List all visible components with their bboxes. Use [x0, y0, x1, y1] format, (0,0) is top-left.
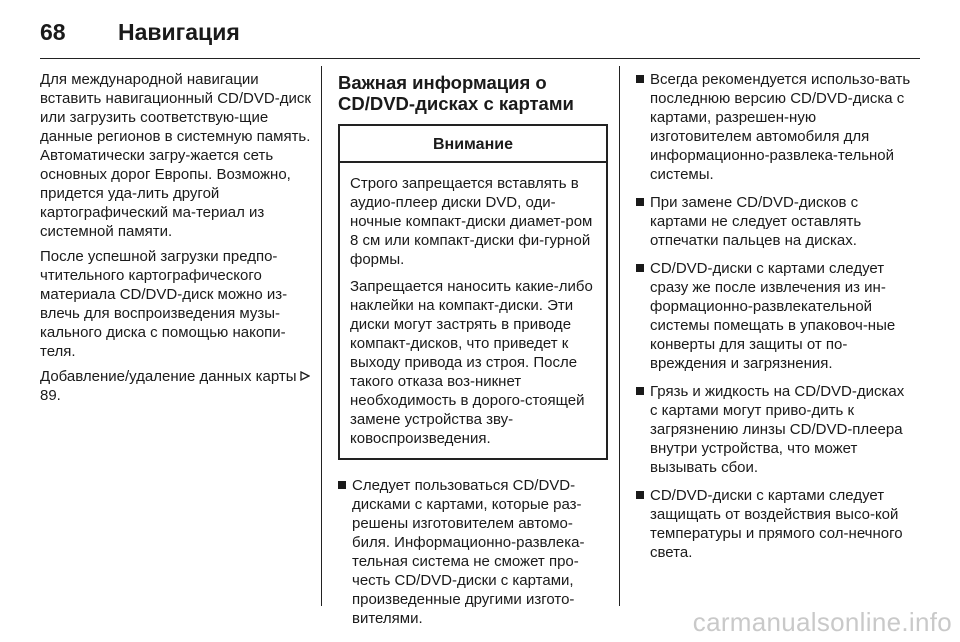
- list-item-text: Грязь и жидкость на CD/DVD-дисках с картами могут приво-дить к загрязнению линзы CD/DVD-плеера внутри устройства, что может вызывать сбои.: [650, 383, 905, 476]
- crossref-page-link[interactable]: 89.: [40, 387, 61, 404]
- column-divider-left: [321, 66, 322, 606]
- extraction-paragraph: После успешной загрузки предпо-чтительного картографического материала CD/DVD-диск можно из-влечь для воспроизведения музы-кального диска с помощью накопи-теля.: [40, 248, 288, 360]
- column-3: [636, 70, 912, 571]
- list-item: [636, 259, 912, 373]
- square-bullet-icon: [636, 264, 644, 272]
- square-bullet-icon: [636, 198, 644, 206]
- page-reference-arrow-icon: [300, 371, 310, 381]
- notice-box: [338, 124, 608, 460]
- page-header: [40, 12, 240, 52]
- bullet-list: [338, 476, 608, 628]
- list-item-text: При замене CD/DVD-дисков с картами не следует оставлять отпечатки пальцев на дисках.: [650, 194, 862, 249]
- intro-paragraph: Для международной навигации вставить навигационный CD/DVD-диск или загрузить соответствую-щие данные регионов в системную память. Автоматически загру-жается сеть основных дорог Европы. Возможно, придется уда-лить другой картографический ма-териал из системной памяти.: [40, 71, 311, 240]
- column-divider-right: [619, 66, 620, 606]
- list-item-text: CD/DVD-диски с картами следует защищать от воздействия высо-кой температуры и прямого сол-нечного света.: [650, 487, 903, 561]
- list-item: [636, 193, 912, 250]
- notice-title: Внимание: [340, 126, 606, 163]
- list-item-text: CD/DVD-диски с картами следует сразу же после извлечения из ин-формационно-развлекательной системы помещать в упаковоч-ные конверты для защиты от по-вреждения и загрязнения.: [650, 260, 896, 372]
- bullet-list: [636, 70, 912, 562]
- square-bullet-icon: [338, 481, 346, 489]
- list-item-text: Следует пользоваться CD/DVD-дисками с картами, которые раз-решены изготовителем автомо-биля. Информационно-развлека-тельная система не сможет про-честь CD/DVD-диски с картами, произведенные другими изгото-вителями.: [352, 477, 585, 627]
- chapter-title: Навигация: [118, 18, 240, 45]
- watermark: carmanualsonline.info: [692, 607, 952, 637]
- notice-paragraph: Строго запрещается вставлять в аудио-плеер диски DVD, оди-ночные компакт-диски диамет-ром 8 см или компакт-диски фи-гурной формы.: [350, 175, 593, 268]
- list-item: [338, 476, 608, 628]
- square-bullet-icon: [636, 75, 644, 83]
- section-heading: Важная информация о CD/DVD-дисках с картами: [338, 72, 574, 114]
- page-number: 68: [40, 18, 66, 45]
- column-1: [40, 70, 312, 405]
- square-bullet-icon: [636, 491, 644, 499]
- notice-body: [340, 163, 606, 458]
- header-divider: [40, 58, 920, 59]
- notice-paragraph: Запрещается наносить какие-либо наклейки на компакт-диски. Эти диски могут застрять в приводе компакт-дисков, что приведет к выходу привода из строя. После такого отказа воз-никнет необходимость в дорого-стоящей замене устройства зву-ковоспроизведения.: [350, 278, 593, 447]
- square-bullet-icon: [636, 387, 644, 395]
- list-item: [636, 70, 912, 184]
- list-item: [636, 382, 912, 477]
- list-item-text: Всегда рекомендуется использо-вать последнюю версию CD/DVD-диска с картами, разрешен-ную изготовителем автомобиля для информационно-развлека-тельной системы.: [650, 71, 911, 183]
- crossref-text: Добавление/удаление данных карты: [40, 368, 297, 385]
- list-item: [636, 486, 912, 562]
- crossref-paragraph: [40, 367, 312, 405]
- column-2: [338, 70, 608, 637]
